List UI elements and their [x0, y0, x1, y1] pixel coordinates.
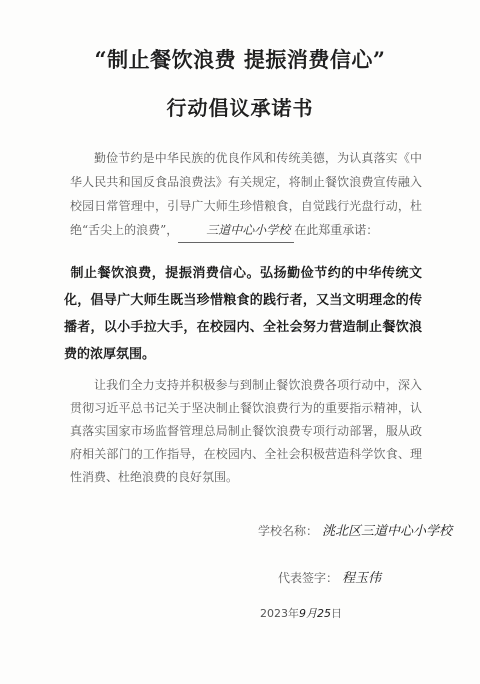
school-signature-row	[258, 520, 452, 539]
date-year: 2023年	[260, 607, 299, 620]
document-title: “制止餐饮浪费 提振消费信心”	[94, 47, 386, 72]
signing-date	[260, 605, 342, 621]
representative-handwritten-signature: 程玉伟	[342, 571, 382, 586]
date-handwritten: 9月25	[299, 607, 331, 620]
date-suffix: 日	[331, 607, 342, 620]
school-label: 学校名称：	[258, 524, 319, 538]
closing-paragraph: 让我们全力支持并积极参与到制止餐饮浪费各项行动中，深入贯彻习近平总书记关于坚决制止餐饮浪费行为的重要指示精神，认真落实国家市场监督管理总局制止餐饮浪费专项行动部署，服从政府相关部门的工作指导，在校园内、全社会积极营造科学饮食、理性消费、杜绝浪费的良好氛围。	[70, 378, 422, 484]
representative-label: 代表签字：	[278, 571, 339, 585]
intro-paragraph	[70, 146, 422, 243]
document-subtitle: 行动倡议承诺书	[166, 96, 314, 120]
representative-signature-row	[278, 567, 381, 586]
school-handwritten-name: 洮北区三道中心小学校	[322, 524, 453, 539]
commitment-paragraph: 制止餐饮浪费，提振消费信心。弘扬勤俭节约的中华传统文化，倡导广大师生既当珍惜粮食的践行者，又当文明理念的传播者，以小手拉大手，在校园内、全社会努力营造制止餐饮浪费的浓厚氛围。	[64, 266, 422, 362]
school-name-fill: 三道中心小学校	[178, 218, 294, 243]
intro-text: 勤俭节约是中华民族的优良作风和传统美德，为认真落实《中华人民共和国反食品浪费法》有关规定，将制止餐饮浪费宣传融入校园日常管理中，引导广大师生珍惜粮食，自觉践行光盘行动，杜绝“舌尖上的浪费”，	[70, 151, 422, 237]
intro-tail: 在此郑重承诺：	[294, 223, 379, 237]
